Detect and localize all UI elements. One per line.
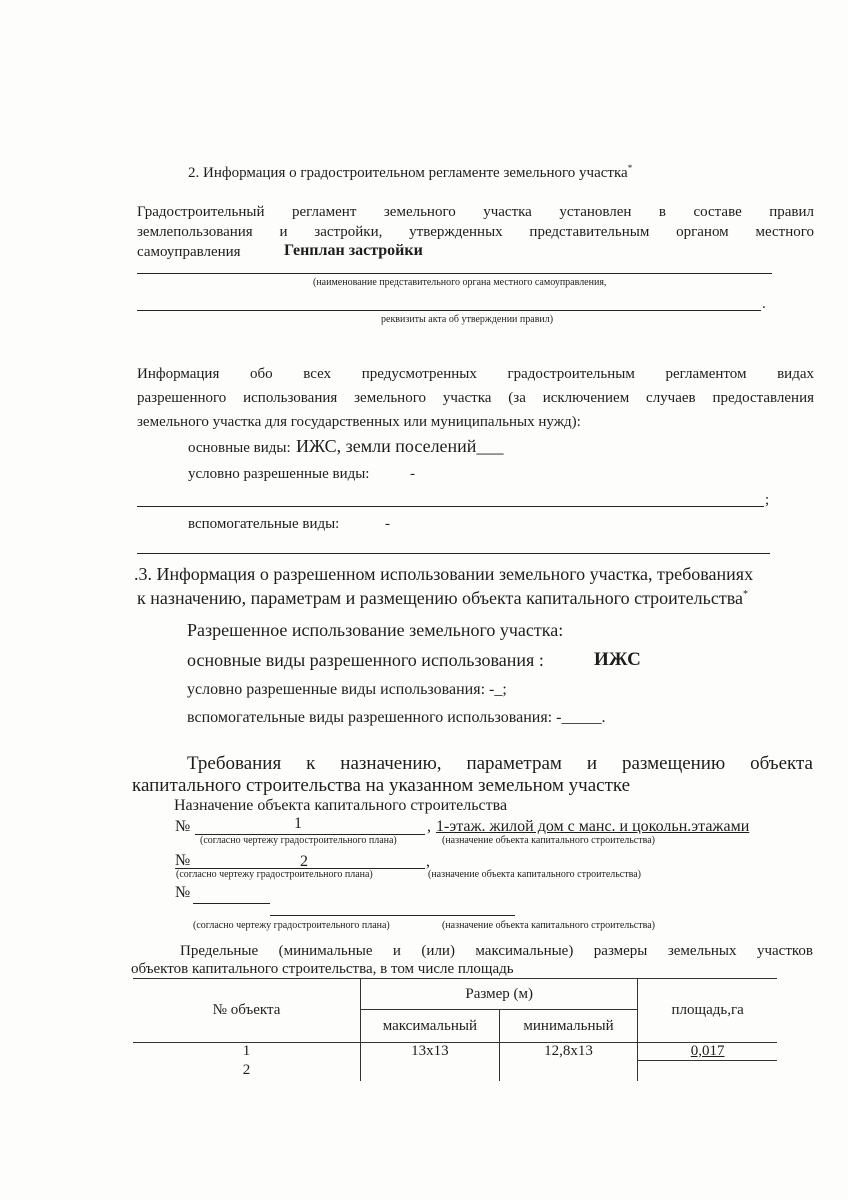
requirements-line1: Требования к назначению, параметрам и размещению объекта <box>187 753 813 774</box>
header-area: площадь,га <box>638 979 777 1043</box>
section2-title <box>188 163 632 182</box>
auxiliary-underline <box>137 553 770 554</box>
object1-no: № <box>175 818 191 835</box>
section3-title-line2 <box>137 588 748 609</box>
row2-area <box>638 1061 777 1081</box>
header-min: минимальный <box>499 1010 638 1043</box>
size-table <box>133 978 777 1081</box>
object2-plan-caption: (согласно чертежу градостроительного плана) <box>176 869 373 880</box>
object1-number: 1 <box>294 815 302 832</box>
row1-area: 0,017 <box>638 1043 777 1061</box>
permitted-use-heading: Разрешенное использование земельного участка: <box>187 620 564 640</box>
object1-name-caption: (назначение объекта капитального строительства) <box>442 835 655 846</box>
organ-underline <box>137 273 772 274</box>
regulation-text-line2: землепользования и застройки, утвержденных представительным органом местного <box>137 224 814 240</box>
object1-plan-caption: (согласно чертежу градостроительного плана) <box>200 835 397 846</box>
regulation-body-value: Генплан застройки <box>284 242 423 259</box>
object3-name-underline <box>270 915 515 916</box>
object2-number: 2 <box>300 853 308 870</box>
main-permitted-value: ИЖС <box>594 649 641 670</box>
main-uses-value: ИЖС, земли поселений___ <box>296 436 504 456</box>
row2-min <box>499 1061 638 1081</box>
header-size: Размер (м) <box>361 979 638 1010</box>
organ-caption: (наименование представительного органа местного самоуправления, <box>313 277 607 288</box>
object2-name-caption: (назначение объекта капитального строительства) <box>428 869 641 880</box>
requirements-line2: капитального строительства на указанном земельном участке <box>132 775 631 796</box>
object3-no: № <box>175 884 191 901</box>
object3-name-caption: (назначение объекта капитального строительства) <box>442 920 655 931</box>
regulation-text-line3: самоуправления <box>137 244 241 260</box>
section3-title-line1: .3. Информация о разрешенном использовании земельного участка, требованиях <box>134 564 754 584</box>
table-row <box>133 1043 777 1061</box>
row1-number: 1 <box>133 1043 361 1061</box>
info-text-line1: Информация обо всех предусмотренных градостроительным регламентом видах <box>137 366 814 382</box>
footnote-star: * <box>627 163 633 173</box>
object3-plan-caption: (согласно чертежу градостроительного плана) <box>193 920 390 931</box>
table-row <box>133 1061 777 1081</box>
limits-line1: Предельные (минимальные и (или) максимальные) размеры земельных участков <box>180 943 813 959</box>
section2-title-text: 2. Информация о градостроительном регламенте земельного участка <box>188 165 628 181</box>
header-object-number: № объекта <box>133 979 361 1043</box>
header-max: максимальный <box>361 1010 500 1043</box>
act-caption: реквизиты акта об утверждении правил) <box>381 314 554 325</box>
footnote-star: * <box>742 589 748 600</box>
info-text-line2: разрешенного использования земельного участка (за исключением случаев предоставления <box>137 390 814 406</box>
main-uses-label: основные виды: <box>188 440 291 456</box>
info-text-line3: земельного участка для государственных или муниципальных нужд): <box>137 414 581 430</box>
row2-max <box>361 1061 500 1081</box>
conditional-semicolon: ; <box>765 492 770 508</box>
purpose-heading: Назначение объекта капитального строительства <box>174 797 508 814</box>
object2-comma: , <box>426 853 430 870</box>
regulation-text-line1: Градостроительный регламент земельного участка установлен в составе правил <box>137 204 814 220</box>
row1-min: 12,8х13 <box>499 1043 638 1061</box>
act-underline <box>137 310 761 311</box>
object1-description: 1-этаж. жилой дом с манс. и цокольн.этажами <box>436 818 750 835</box>
conditional-permitted: условно разрешенные виды использования: -_; <box>187 681 507 698</box>
limits-line2: объектов капитального строительства, в том числе площадь <box>131 961 514 977</box>
auxiliary-permitted: вспомогательные виды разрешенного использования: -_____. <box>187 709 606 726</box>
object3-number-underline <box>193 903 270 904</box>
conditional-uses-label: условно разрешенные виды: <box>188 466 370 482</box>
object1-comma: , <box>427 818 431 835</box>
row2-number: 2 <box>133 1061 361 1081</box>
conditional-uses-value: - <box>410 466 415 482</box>
act-dot: . <box>762 296 766 312</box>
main-permitted-label: основные виды разрешенного использования : <box>187 650 544 670</box>
conditional-underline <box>137 506 764 507</box>
section3-title-line2-text: к назначению, параметрам и размещению объекта капитального строительства <box>137 588 743 608</box>
row1-max: 13х13 <box>361 1043 500 1061</box>
object2-no: № <box>175 852 191 869</box>
auxiliary-uses-value: - <box>385 516 390 532</box>
auxiliary-uses-label: вспомогательные виды: <box>188 516 340 532</box>
